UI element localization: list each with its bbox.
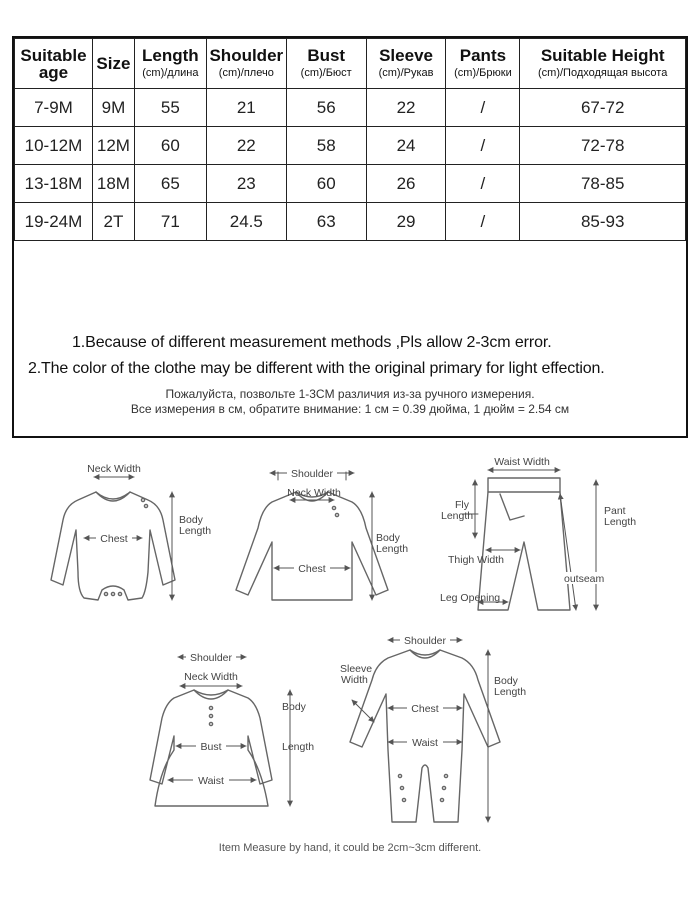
cell-height: 72-78	[520, 127, 686, 165]
dress-neck-label: Neck Width	[184, 671, 238, 683]
pants-outseam-label: outseam	[564, 573, 605, 585]
top-shoulder-label: Shoulder	[290, 468, 334, 480]
top-length-label: Length	[376, 543, 409, 555]
note-color-difference: 2.The color of the clothe may be different with the original primary for light effection.	[28, 360, 605, 377]
table-row	[15, 203, 686, 241]
dress-length-label: Length	[282, 741, 315, 753]
note-measurement-error: 1.Because of different measurement methods ,Pls allow 2-3cm error.	[72, 334, 552, 351]
table-header-row	[15, 39, 686, 89]
romper-diagram	[350, 640, 500, 822]
size-chart	[12, 36, 688, 438]
romper-body-label: Body	[494, 675, 518, 687]
top-chest-label: Chest	[298, 563, 326, 575]
pants-diagram	[462, 470, 596, 610]
measurement-diagrams	[0, 450, 700, 840]
cell-age: 7-9M	[15, 89, 93, 127]
cell-age: 19-24M	[15, 203, 93, 241]
pants-fly-label: Fly	[455, 499, 469, 511]
table-row	[15, 165, 686, 203]
header-sleeve: Sleeve (cm)/Рукав	[366, 39, 446, 89]
header-size: Size	[92, 39, 134, 89]
cell-shoulder: 23	[206, 165, 286, 203]
cell-age: 13-18M	[15, 165, 93, 203]
cell-pants: /	[446, 203, 520, 241]
romper-width-label: Width	[341, 674, 368, 686]
cell-age: 10-12M	[15, 127, 93, 165]
cell-size: 9M	[92, 89, 134, 127]
cell-bust: 60	[286, 165, 366, 203]
cell-bust: 56	[286, 89, 366, 127]
cell-pants: /	[446, 165, 520, 203]
cell-size: 18M	[92, 165, 134, 203]
pants-waist-label: Waist Width	[494, 456, 550, 468]
cell-shoulder: 21	[206, 89, 286, 127]
cell-pants: /	[446, 127, 520, 165]
cell-pants: /	[446, 89, 520, 127]
table-blank-row	[15, 241, 686, 315]
notes-section	[14, 310, 686, 436]
cell-length: 55	[134, 89, 206, 127]
romper-waist-label: Waist	[412, 737, 438, 749]
cell-shoulder: 22	[206, 127, 286, 165]
bodysuit-body-label: Body	[179, 514, 203, 526]
pants-thigh-label: Thigh Width	[448, 554, 505, 566]
note-russian-error: Пожалуйста, позвольте 1-3CM различия из-за ручного измерения.	[165, 387, 535, 401]
blank-cell	[15, 241, 686, 315]
cell-length: 65	[134, 165, 206, 203]
header-shoulder: Shoulder (cm)/плечо	[206, 39, 286, 89]
cell-sleeve: 29	[366, 203, 446, 241]
top-body-label: Body	[376, 532, 400, 544]
romper-sleeve-label: Sleeve	[340, 663, 373, 675]
cell-bust: 58	[286, 127, 366, 165]
cell-size: 2T	[92, 203, 134, 241]
top-neck-label: Neck Width	[287, 487, 341, 499]
dress-bust-label: Bust	[200, 741, 222, 753]
cell-height: 78-85	[520, 165, 686, 203]
header-pants: Pants (cm)/Брюки	[446, 39, 520, 89]
romper-length-label: Length	[494, 686, 527, 698]
size-table	[14, 38, 686, 314]
dress-shoulder-label: Shoulder	[189, 652, 233, 664]
pants-fly-length-label: Length	[441, 510, 474, 522]
cell-sleeve: 26	[366, 165, 446, 203]
note-russian-units: Все измерения в см, обратите внимание: 1 см = 0.39 дюйма, 1 дюйм = 2.54 см	[130, 402, 570, 416]
header-length: Length (cm)/длина	[134, 39, 206, 89]
cell-length: 60	[134, 127, 206, 165]
header-bust: Bust (cm)/Бюст	[286, 39, 366, 89]
header-age: Suitable age	[15, 39, 93, 89]
pants-pant-label: Pant	[604, 505, 626, 517]
header-height: Suitable Height (cm)/Подходящая высота	[520, 39, 686, 89]
measure-disclaimer: Item Measure by hand, it could be 2cm~3cm different.	[218, 842, 482, 854]
cell-size: 12M	[92, 127, 134, 165]
bodysuit-length-label: Length	[179, 525, 212, 537]
cell-sleeve: 24	[366, 127, 446, 165]
pants-leg-label: Leg Opening	[440, 592, 501, 604]
romper-chest-label: Chest	[411, 703, 439, 715]
table-row	[15, 127, 686, 165]
bodysuit-neck-label: Neck Width	[87, 463, 141, 475]
dress-body-label: Body	[282, 701, 306, 713]
cell-bust: 63	[286, 203, 366, 241]
cell-height: 85-93	[520, 203, 686, 241]
pants-length-label: Length	[604, 516, 637, 528]
bodysuit-chest-label: Chest	[100, 533, 128, 545]
cell-height: 67-72	[520, 89, 686, 127]
table-row	[15, 89, 686, 127]
cell-shoulder: 24.5	[206, 203, 286, 241]
cell-sleeve: 22	[366, 89, 446, 127]
cell-length: 71	[134, 203, 206, 241]
dress-waist-label: Waist	[198, 775, 224, 787]
romper-shoulder-label: Shoulder	[403, 635, 447, 647]
